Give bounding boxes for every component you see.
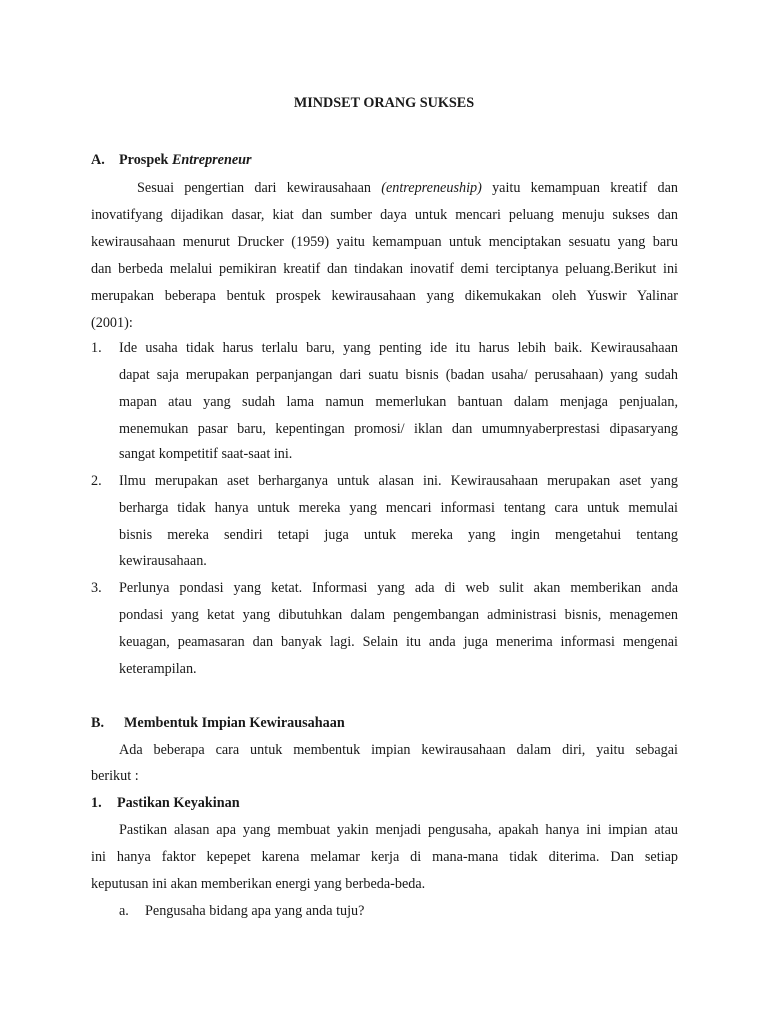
list-item-2-number: 2.: [91, 473, 102, 489]
section-a-marker: A.: [91, 152, 105, 168]
list-item-3-line-4: keterampilan.: [119, 661, 197, 677]
section-b-heading: Membentuk Impian Kewirausahaan: [124, 715, 345, 731]
section-b-marker: B.: [91, 715, 105, 731]
list-item-2-line-2: berharga tidak hanya untuk mereka yang mencari informasi tentang cara untuk memulai: [119, 500, 678, 516]
section-a-heading-text: Prospek: [119, 152, 172, 168]
list-item-3-line-1: Perlunya pondasi yang ketat. Informasi yang ada di web sulit akan memberikan anda: [119, 580, 678, 596]
section-a-intro-line-4: dan berbeda melalui pemikiran kreatif dan tindakan inovatif demi terciptanya peluang.Berikut ini: [91, 261, 678, 277]
subsection-1-marker: 1.: [91, 795, 102, 811]
list-item-3-line-3: keuagan, peamasaran dan banyak lagi. Selain itu anda juga menerima informasi mengenai: [119, 634, 678, 650]
document-title: MINDSET ORANG SUKSES: [293, 95, 475, 111]
section-a-intro-line-1: [137, 181, 678, 195]
list-item-3-line-2: pondasi yang ketat yang dibutuhkan dalam pengembangan administrasi bisnis, menagemen: [119, 607, 678, 623]
section-b-intro-line-2: berikut :: [91, 768, 139, 784]
list-item-2-line-4: kewirausahaan.: [119, 553, 207, 569]
list-item-1-line-5: sangat kompetitif saat-saat ini.: [119, 446, 293, 462]
section-a-intro-line-3: kewirausahaan menurut Drucker (1959) yaitu kemampuan untuk menciptakan sesuatu yang baru: [91, 234, 678, 250]
intro-line-1b: (entrepreneuship): [381, 180, 482, 196]
section-a-intro-line-2: inovatifyang dijadikan dasar, kiat dan sumber daya untuk mencari peluang menuju sukses dan: [91, 207, 678, 223]
subsection-1-heading: Pastikan Keyakinan: [117, 795, 240, 811]
subsection-1-line-1: Pastikan alasan apa yang membuat yakin menjadi pengusaha, apakah hanya ini impian atau: [119, 822, 678, 838]
list-item-1-line-4: menemukan pasar baru, kepentingan promosi/ iklan dan umumnyaberprestasi dipasaryang: [119, 421, 678, 437]
subsection-1-line-3: keputusan ini akan memberikan energi yang berbeda-beda.: [91, 876, 426, 892]
list-item-1-line-3: mapan atau yang sudah lama namun memerlukan bantuan dalam menjaga penjualan,: [119, 394, 678, 410]
section-a-heading: [119, 153, 252, 167]
list-item-2-line-3: bisnis mereka sendiri tetapi juga untuk mereka yang ingin mengetahui tentang: [119, 527, 678, 543]
intro-line-1c: yaitu kemampuan kreatif dan: [481, 180, 678, 196]
item-a-marker: a.: [119, 903, 129, 919]
list-item-1-number: 1.: [91, 340, 102, 356]
list-item-3-number: 3.: [91, 580, 102, 596]
section-a-intro-line-6: (2001):: [91, 315, 133, 331]
subsection-1-line-2: ini hanya faktor kepepet karena melamar kerja di mana-mana tidak diterima. Dan setiap: [91, 849, 678, 865]
section-a-heading-italic: Entrepreneur: [171, 152, 252, 168]
section-b-intro-line-1: Ada beberapa cara untuk membentuk impian kewirausahaan dalam diri, yaitu sebagai: [119, 742, 678, 758]
list-item-1-line-2: dapat saja merupakan perpanjangan dari suatu bisnis (badan usaha/ perusahaan) yang sudah: [119, 367, 678, 383]
item-a-text: Pengusaha bidang apa yang anda tuju?: [145, 903, 365, 919]
list-item-1-line-1: Ide usaha tidak harus terlalu baru, yang penting ide itu harus lebih baik. Kewirausahaan: [119, 340, 678, 356]
list-item-2-line-1: Ilmu merupakan aset berharganya untuk alasan ini. Kewirausahaan merupakan aset yang: [119, 473, 678, 489]
section-a-intro-line-5: merupakan beberapa bentuk prospek kewirausahaan yang dikemukakan oleh Yuswir Yalinar: [91, 288, 678, 304]
intro-line-1a: Sesuai pengertian dari kewirausahaan: [137, 180, 382, 196]
